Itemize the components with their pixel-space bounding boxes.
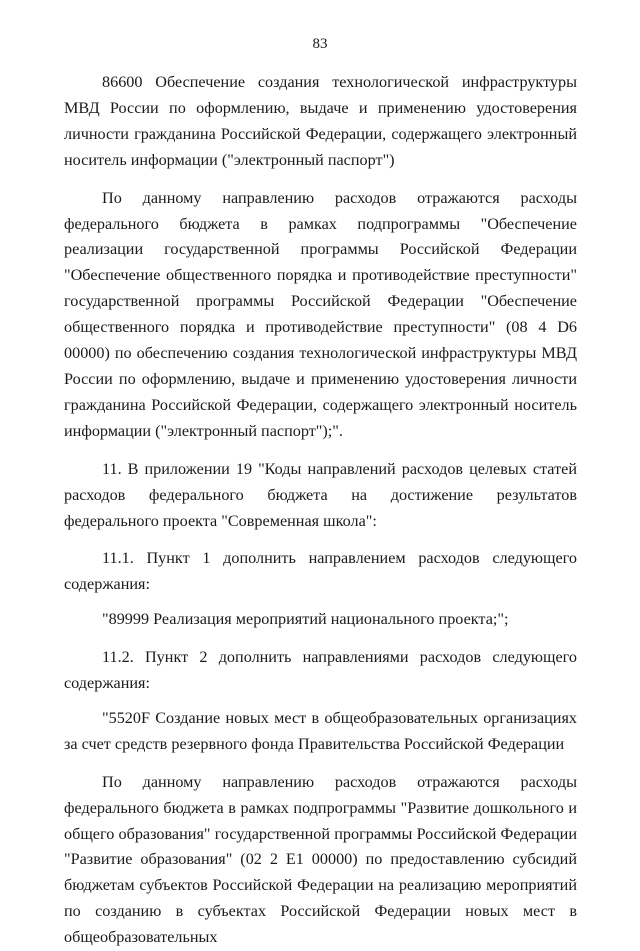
paragraph-item-11: 11. В приложении 19 "Коды направлений расходов целевых статей расходов федерального бюджета на достижение результатов федерального проекта "Современная школа": bbox=[64, 459, 577, 530]
paragraph-89999: "89999 Реализация мероприятий национального проекта;"; bbox=[102, 610, 509, 629]
paragraph-item-11-1: 11.1. Пункт 1 дополнить направлением расходов следующего содержания: bbox=[64, 549, 577, 594]
paragraph-86600-description: По данному направлению расходов отражаются расходы федерального бюджета в рамках подпрограммы "Обеспечение реализации государственной программы Российской Федерации "Обеспечение общественного порядка и противодействие преступности" государственной программы Российской Федерации "Обеспечение общественного порядка и противодействие преступности" (08 4 D6 00000) по обеспечению создания технологической инфраструктуры МВД России по оформлению, выдаче и применению удостоверения личности гражданина Российской Федерации, содержащего электронный носитель информации ("электронный паспорт");". bbox=[64, 188, 577, 440]
paragraph-86600-heading: 86600 Обеспечение создания технологической инфраструктуры МВД России по оформлению, выдаче и применению удостоверения личности гражданина Российской Федерации, содержащего электронный носитель информации ("электронный паспорт") bbox=[64, 73, 577, 169]
paragraph-item-11-2: 11.2. Пункт 2 дополнить направлениями расходов следующего содержания: bbox=[64, 648, 577, 693]
paragraph-5520f-heading: "5520F Создание новых мест в общеобразовательных организациях за счет средств резервного фонда Правительства Российской Федерации bbox=[64, 708, 577, 753]
page-number: 83 bbox=[312, 36, 328, 52]
paragraph-5520f-description: По данному направлению расходов отражаются расходы федерального бюджета в рамках подпрограммы "Развитие дошкольного и общего образования" государственной программы Российской Федерации "Развитие образования" (02 2 E1 00000) по предоставлению субсидий бюджетам субъектов Российской Федерации на реализацию мероприятий по созданию в субъектах Российской Федерации новых мест в общеобразовательных bbox=[64, 772, 577, 947]
document-body bbox=[64, 70, 577, 951]
